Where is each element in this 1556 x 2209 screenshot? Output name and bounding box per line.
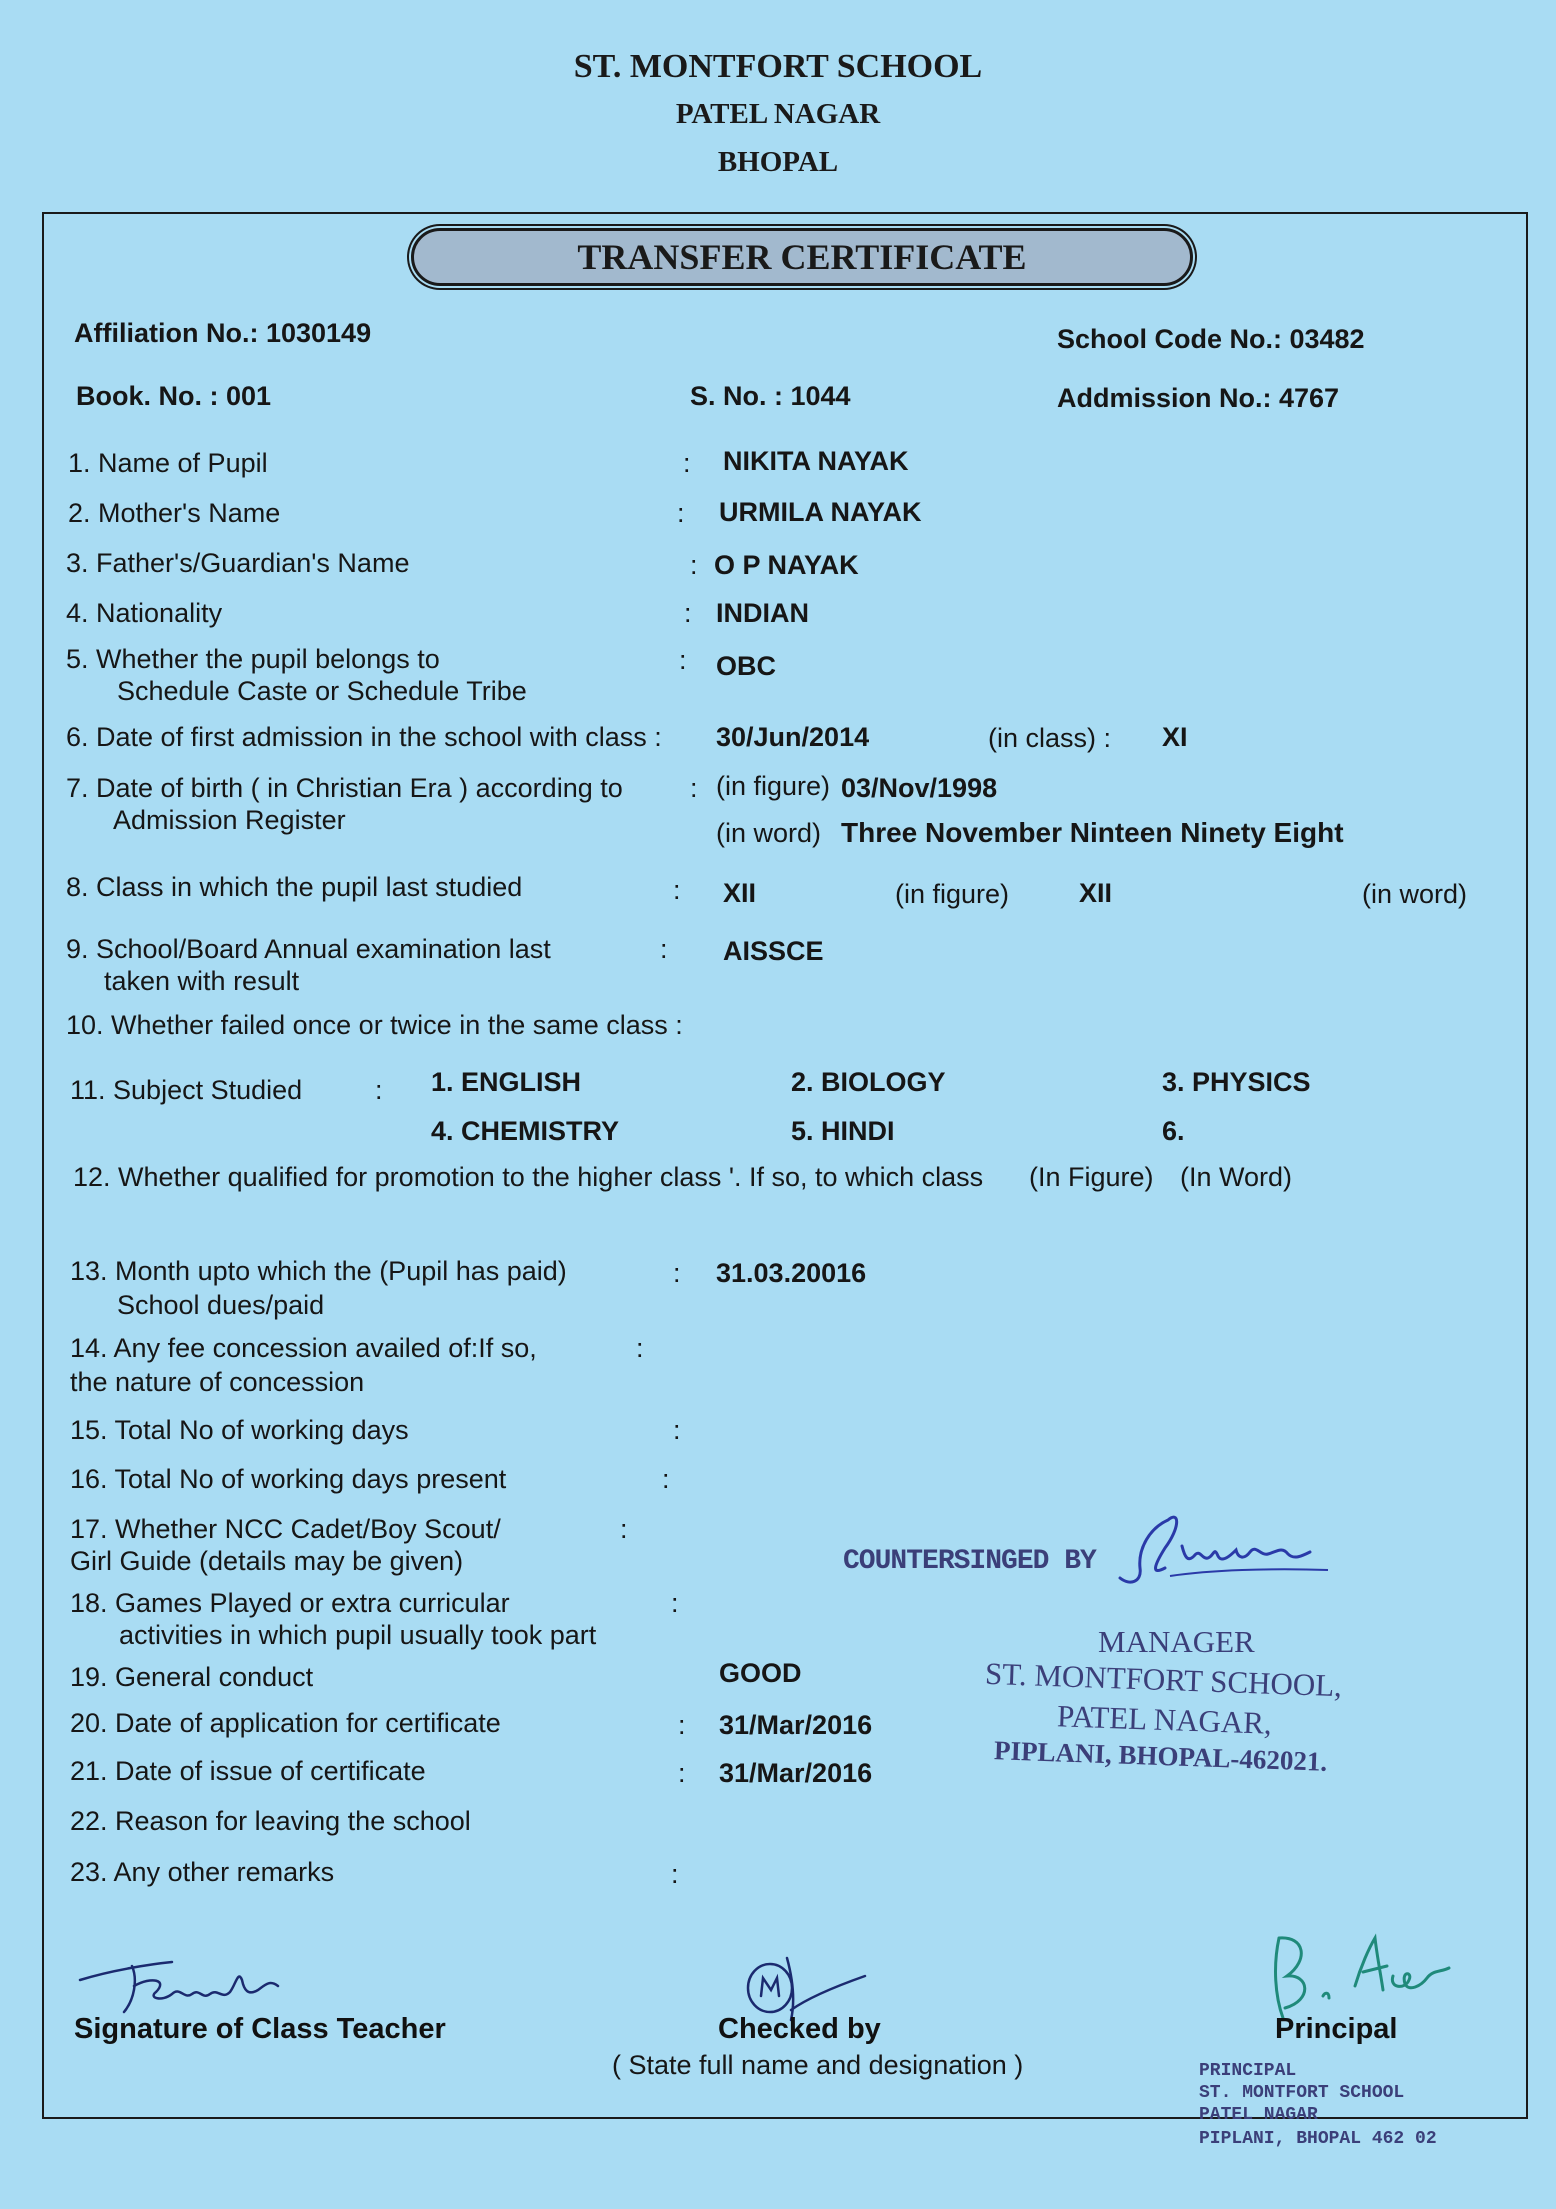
certificate-title: TRANSFER CERTIFICATE <box>411 228 1193 286</box>
book-no: Book. No. : 001 <box>76 381 272 411</box>
affiliation-no: Affiliation No.: 1030149 <box>74 318 372 348</box>
item-14-colon: : <box>636 1333 644 1363</box>
item-3-colon: : <box>690 550 698 580</box>
item-17-label: 17. Whether NCC Cadet/Boy Scout/ <box>70 1514 501 1544</box>
subject-3: 3. PHYSICS <box>1162 1067 1311 1097</box>
item-17-label-line2: Girl Guide (details may be given) <box>70 1546 464 1576</box>
item-14-label-line2: the nature of concession <box>70 1367 365 1397</box>
exam-result: AISSCE <box>723 936 824 966</box>
item-7-label-line2: Admission Register <box>113 805 346 835</box>
item-20-label: 20. Date of application for certificate <box>70 1708 501 1738</box>
last-class-figure-label: (in figure) <box>895 879 1010 909</box>
manager-stamp-title: MANAGER <box>1098 1624 1255 1659</box>
item-14-label: 14. Any fee concession availed of:If so, <box>70 1333 537 1363</box>
school-locality: PATEL NAGAR <box>675 98 881 130</box>
item-15-colon: : <box>673 1415 681 1445</box>
principal-stamp-title: PRINCIPAL <box>1199 2061 1297 2081</box>
item-15-label: 15. Total No of working days <box>70 1415 409 1445</box>
caste-category: OBC <box>716 651 776 681</box>
item-16-colon: : <box>662 1464 670 1494</box>
item-12-label: 12. Whether qualified for promotion to the higher class '. If so, to which class <box>73 1162 984 1192</box>
item-18-label-line2: activities in which pupil usually took part <box>119 1620 597 1650</box>
subject-1: 1. ENGLISH <box>431 1067 582 1097</box>
general-conduct: GOOD <box>719 1658 802 1688</box>
item-21-label: 21. Date of issue of certificate <box>70 1756 426 1786</box>
item-13-colon: : <box>673 1258 681 1288</box>
checked-by-note: ( State full name and designation ) <box>612 2050 1024 2080</box>
item-1-label: 1. Name of Pupil <box>68 448 268 478</box>
principal-stamp-locality: PATEL NAGAR <box>1199 2105 1318 2125</box>
item-7-colon: : <box>690 773 698 803</box>
manager-stamp-locality: PATEL NAGAR, <box>1056 1698 1273 1741</box>
dob-words: Three November Ninteen Ninety Eight <box>841 817 1344 848</box>
last-class-word-label: (in word) <box>1362 879 1468 909</box>
school-city: BHOPAL <box>717 146 839 178</box>
item-18-label: 18. Games Played or extra curricular <box>70 1588 510 1618</box>
checked-by-label: Checked by <box>718 2013 881 2045</box>
issue-date: 31/Mar/2016 <box>719 1758 873 1788</box>
manager-stamp-school: ST. MONTFORT SCHOOL, <box>984 1655 1343 1704</box>
item-5-colon: : <box>679 645 687 675</box>
school-name: ST. MONTFORT SCHOOL <box>573 48 983 85</box>
item-18-colon: : <box>671 1588 679 1618</box>
item-19-label: 19. General conduct <box>70 1662 314 1692</box>
item-7-label: 7. Date of birth ( in Christian Era ) according to <box>66 773 623 803</box>
item-9-label-line2: taken with result <box>104 966 300 996</box>
admission-no: Addmission No.: 4767 <box>1057 383 1340 413</box>
item-4-label: 4. Nationality <box>66 598 223 628</box>
item-10-label: 10. Whether failed once or twice in the same class : <box>66 1010 683 1040</box>
item-1-colon: : <box>683 448 691 478</box>
item-23-label: 23. Any other remarks <box>70 1857 335 1887</box>
subject-2: 2. BIOLOGY <box>791 1067 946 1097</box>
principal-stamp-address: PIPLANI, BHOPAL 462 02 <box>1199 2129 1437 2149</box>
subject-4: 4. CHEMISTRY <box>431 1116 620 1146</box>
class-teacher-signature <box>72 1950 292 2020</box>
principal-signature <box>1265 1926 1455 2026</box>
item-22-label: 22. Reason for leaving the school <box>70 1806 471 1836</box>
subject-6: 6. <box>1162 1116 1185 1146</box>
item-21-colon: : <box>678 1758 686 1788</box>
item-5-label: 5. Whether the pupil belongs to <box>66 644 440 674</box>
principal-stamp-school: ST. MONTFORT SCHOOL <box>1199 2083 1405 2103</box>
item-5-label-line2: Schedule Caste or Schedule Tribe <box>117 676 527 706</box>
subject-5: 5. HINDI <box>791 1116 895 1146</box>
admission-class: XI <box>1162 722 1188 752</box>
dues-paid-month: 31.03.20016 <box>716 1258 867 1288</box>
item-9-label: 9. School/Board Annual examination last <box>66 934 551 964</box>
school-code-no: School Code No.: 03482 <box>1057 324 1365 354</box>
item-8-label: 8. Class in which the pupil last studied <box>66 872 523 902</box>
dob-figure: 03/Nov/1998 <box>841 773 998 803</box>
item-6-label: 6. Date of first admission in the school with class : <box>66 722 662 752</box>
father-name: O P NAYAK <box>714 550 859 580</box>
item-20-colon: : <box>678 1710 686 1740</box>
class-teacher-signature-label: Signature of Class Teacher <box>74 2013 446 2045</box>
pupil-name: NIKITA NAYAK <box>723 446 909 476</box>
manager-signature <box>1110 1498 1340 1588</box>
dob-figure-label: (in figure) <box>716 771 831 801</box>
item-17-colon: : <box>620 1514 628 1544</box>
item-16-label: 16. Total No of working days present <box>70 1464 507 1494</box>
item-4-colon: : <box>684 598 692 628</box>
in-class-label: (in class) : <box>988 723 1112 753</box>
dob-word-label: (in word) <box>716 818 822 848</box>
item-9-colon: : <box>660 934 668 964</box>
last-class-word: XII <box>1079 878 1113 908</box>
manager-stamp-address: PIPLANI, BHOPAL-462021. <box>993 1735 1328 1777</box>
item-13-label-line2: School dues/paid <box>117 1290 325 1320</box>
principal-label: Principal <box>1275 2013 1398 2045</box>
item-2-colon: : <box>677 498 685 528</box>
item-12-word: (In Word) <box>1180 1162 1293 1192</box>
item-2-label: 2. Mother's Name <box>68 498 281 528</box>
countersigned-label: COUNTERSINGED BY <box>843 1546 1096 1577</box>
item-23-colon: : <box>671 1859 679 1889</box>
item-3-label: 3. Father's/Guardian's Name <box>66 548 410 578</box>
item-11-colon: : <box>375 1075 383 1105</box>
first-admission-date: 30/Jun/2014 <box>716 722 870 752</box>
item-13-label: 13. Month upto which the (Pupil has paid) <box>70 1256 567 1286</box>
nationality: INDIAN <box>716 598 809 628</box>
item-8-colon: : <box>673 875 681 905</box>
item-11-label: 11. Subject Studied <box>70 1075 303 1105</box>
item-12-figure: (In Figure) <box>1029 1162 1154 1192</box>
mother-name: URMILA NAYAK <box>719 497 922 527</box>
application-date: 31/Mar/2016 <box>719 1710 873 1740</box>
serial-no: S. No. : 1044 <box>690 381 851 411</box>
last-class-figure: XII <box>723 878 757 908</box>
